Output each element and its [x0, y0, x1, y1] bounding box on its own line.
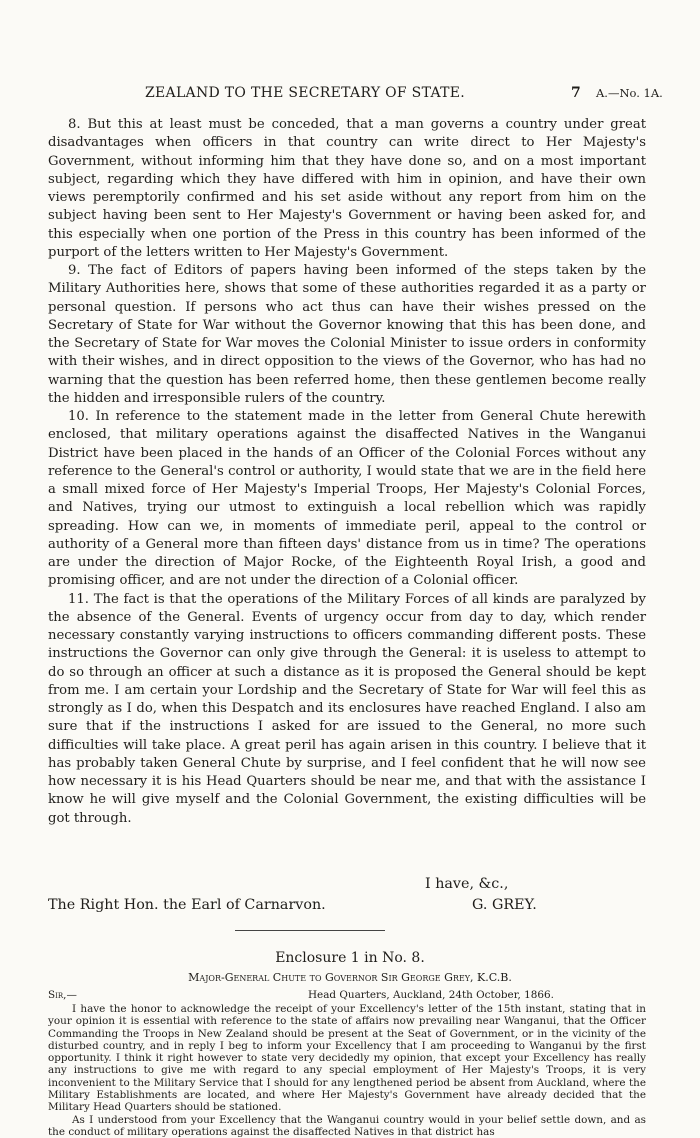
despatch-body	[48, 116, 646, 828]
section-divider	[235, 930, 385, 931]
signature: G. GREY.	[472, 897, 537, 913]
paragraph-8: 8. But this at least must be conceded, that a man governs a country under great disadvantages when officers in that country can write direct to Her Majesty's Government, without informing him that they have done so, and on a most important subject, regarding which they have differed with him in opinion, and have their own views peremptorily confirmed and his set aside without any report from him on the subject having been sent to Her Majesty's Government or having been asked for, and this especially when one portion of the Press in this country has been informed of the purport of the letters written to Her Majesty's Government.	[48, 117, 646, 260]
running-head-title: ZEALAND TO THE SECRETARY OF STATE.	[145, 85, 465, 101]
page-number: 7	[571, 85, 581, 101]
letter-paragraph-1: I have the honor to acknowledge the receipt of your Excellency's letter of the 15th instant, stating that in your opinion it is essential with reference to the state of affairs now prevailing near Wanganui, that the Officer Commanding the Troops in New Zealand should be present at the Seat of Government, or in the vicinity of the disturbed country, and in reply I beg to inform your Excellency that I am proceeding to Wanganui by the first opportunity. I think it right however to state very decidedly my opinion, that except your Excellency has really any instructions to give me with regard to any special employment of Her Majesty's Troops, it is very inconvenient to the Military Service that I should for any lengthened period be absent from Auckland, where the Military Establishments are located, and where Her Majesty's Government have already decided that the Military Head Quarters should be stationed.	[48, 1003, 646, 1114]
paragraph-11: 11. The fact is that the operations of the Military Forces of all kinds are paralyzed by the absence of the General. Events of urgency occur from day to day, which render necessary constantly varying instructions to officers commanding different posts. These instructions the Governor can only give through the General: it is useless to attempt to do so through an officer at such a distance as it is proposed the General should be kept from me. I am certain your Lordship and the Secretary of State for War will feel this as strongly as I do, when this Despatch and its enclosures have reached England. I also am sure that if the instructions I asked for are issued to the General, no more such difficulties will take place. A great peril has again arisen in this country. I believe that it has probably taken General Chute by surprise, and I feel confident that he will now see how necessary it is his Head Quarters should be near me, and that with the assistance I know he will give myself and the Colonial Government, the existing difficulties will be got through.	[48, 591, 646, 826]
enclosure-heading: Enclosure 1 in No. 8.	[275, 950, 425, 966]
running-head	[0, 85, 700, 105]
paragraph-9: 9. The fact of Editors of papers having been informed of the steps taken by the Military Authorities here, shows that some of these authorities regarded it as a party or personal question. If persons who act thus can have their wishes pressed on the Secretary of State for War without the Governor knowing that this has been done, and the Secretary of State for War moves the Colonial Minister to issue orders in conformity with their wishes, and in direct opposition to the views of the Governor, who has had no warning that the question has been referred home, then these gentlemen become really the hidden and irresponsible rulers of the country.	[48, 263, 646, 406]
letter-paragraph-2: As I understood from your Excellency that the Wanganui country would in your belief settle down, and as the conduct of military operations against the disaffected Natives in that district has	[48, 1113, 646, 1138]
salutation: Sir,—	[48, 989, 77, 1001]
addressee: The Right Hon. the Earl of Carnarvon.	[48, 897, 326, 913]
document-reference: A.—No. 1A.	[596, 86, 663, 100]
closing-block	[48, 876, 646, 918]
valediction: I have, &c.,	[425, 876, 509, 892]
enclosure-letter	[48, 989, 646, 1138]
paragraph-10: 10. In reference to the statement made in the letter from General Chute herewith enclosed, that military operations against the disaffected Natives in the Wanganui District have been placed in the hands of an Officer of the Colonial Forces without any reference to the General's control or authority, I would state that we are in the field here a small mixed force of Her Majesty's Imperial Troops, Her Majesty's Colonial Forces, and Natives, trying our utmost to extinguish a local rebellion which was rapidly spreading. How can we, in moments of immediate peril, appeal to the control or authority of a General more than fifteen days' distance from us in time? The operations are under the direction of Major Rocke, of the Eighteenth Royal Irish, a good and promising officer, and are not under the direction of a Colonial officer.	[48, 409, 646, 589]
dateline: Head Quarters, Auckland, 24th October, 1866.	[308, 989, 554, 1001]
letter-heading-line	[48, 989, 646, 1003]
enclosure-subheading: Major-General Chute to Governor Sir George Grey, K.C.B.	[188, 971, 512, 984]
